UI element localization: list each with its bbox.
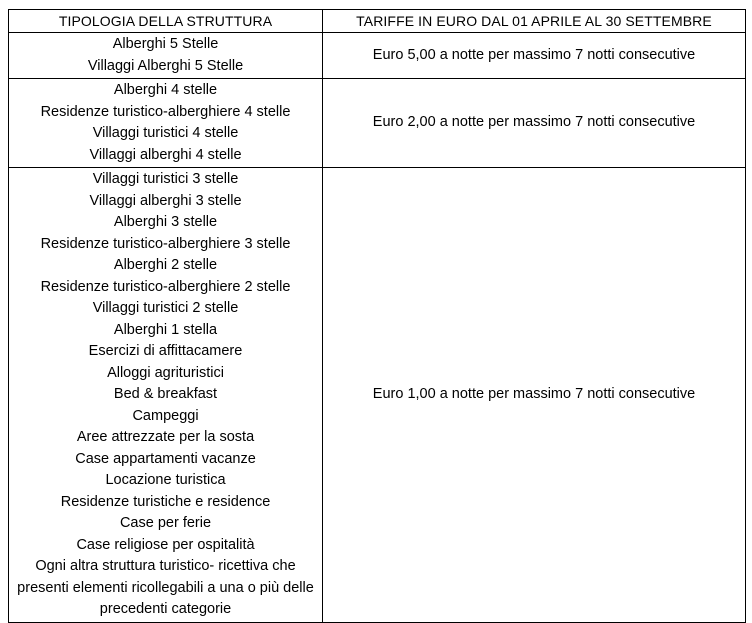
- table-row: [9, 79, 746, 168]
- structure-type-item: Case religiose per ospitalità: [76, 536, 255, 553]
- structure-type-item: Villaggi turistici 3 stelle: [92, 171, 239, 187]
- structure-type-item: Alberghi 4 stelle: [113, 82, 218, 98]
- structure-type-item: Aree attrezzate per la sosta: [76, 429, 255, 445]
- tariff-cell: Euro 1,00 a notte per massimo 7 notti consecutive: [323, 168, 746, 623]
- structure-type-item: Campeggi: [132, 407, 199, 424]
- structure-type-item: Alberghi 3 stelle: [113, 214, 218, 230]
- structure-type-item: Villaggi alberghi 4 stelle: [89, 146, 242, 163]
- structure-type-item: Residenze turistico-alberghiere 4 stelle: [40, 103, 291, 120]
- header-row: [9, 10, 746, 33]
- header-tariff: TARIFFE IN EURO DAL 01 APRILE AL 30 SETTEMBRE: [323, 10, 746, 33]
- tariff-cell: Euro 2,00 a notte per massimo 7 notti consecutive: [323, 79, 746, 168]
- structure-type-item: Villaggi turistici 2 stelle: [92, 300, 239, 316]
- structure-type-item: Villaggi turistici 4 stelle: [92, 125, 239, 141]
- structure-type-item: Case per ferie: [119, 515, 212, 531]
- tariff-cell: Euro 5,00 a notte per massimo 7 notti consecutive: [323, 33, 746, 79]
- structure-type-item: Case appartamenti vacanze: [75, 450, 256, 467]
- header-structure-type: TIPOLOGIA DELLA STRUTTURA: [9, 10, 323, 33]
- structure-type-item: Alloggi agrituristici: [107, 364, 224, 381]
- tariff-table: [8, 9, 746, 623]
- structure-type-item: Ogni altra struttura turistico- ricettiva che presenti elementi ricollegabili a una o più delle precedenti categorie: [17, 558, 314, 617]
- structure-type-item: Residenze turistico-alberghiere 2 stelle: [40, 278, 291, 295]
- structure-type-item: Residenze turistiche e residence: [60, 493, 271, 510]
- structure-type-item: Locazione turistica: [105, 472, 226, 488]
- structure-type-item: Alberghi 2 stelle: [113, 257, 218, 273]
- structure-type-cell: [9, 33, 323, 79]
- structure-type-item: Esercizi di affittacamere: [88, 343, 243, 359]
- structure-type-cell: [9, 168, 323, 623]
- structure-type-cell: [9, 79, 323, 168]
- table-row: [9, 168, 746, 623]
- structure-type-item: Alberghi 1 stella: [113, 321, 218, 338]
- structure-type-item: Alberghi 5 Stelle: [112, 36, 219, 52]
- table-row: [9, 33, 746, 79]
- structure-type-item: Villaggi alberghi 3 stelle: [89, 192, 242, 209]
- structure-type-item: Residenze turistico-alberghiere 3 stelle: [40, 235, 291, 252]
- structure-type-item: Villaggi Alberghi 5 Stelle: [87, 57, 244, 74]
- structure-type-item: Bed & breakfast: [113, 386, 218, 402]
